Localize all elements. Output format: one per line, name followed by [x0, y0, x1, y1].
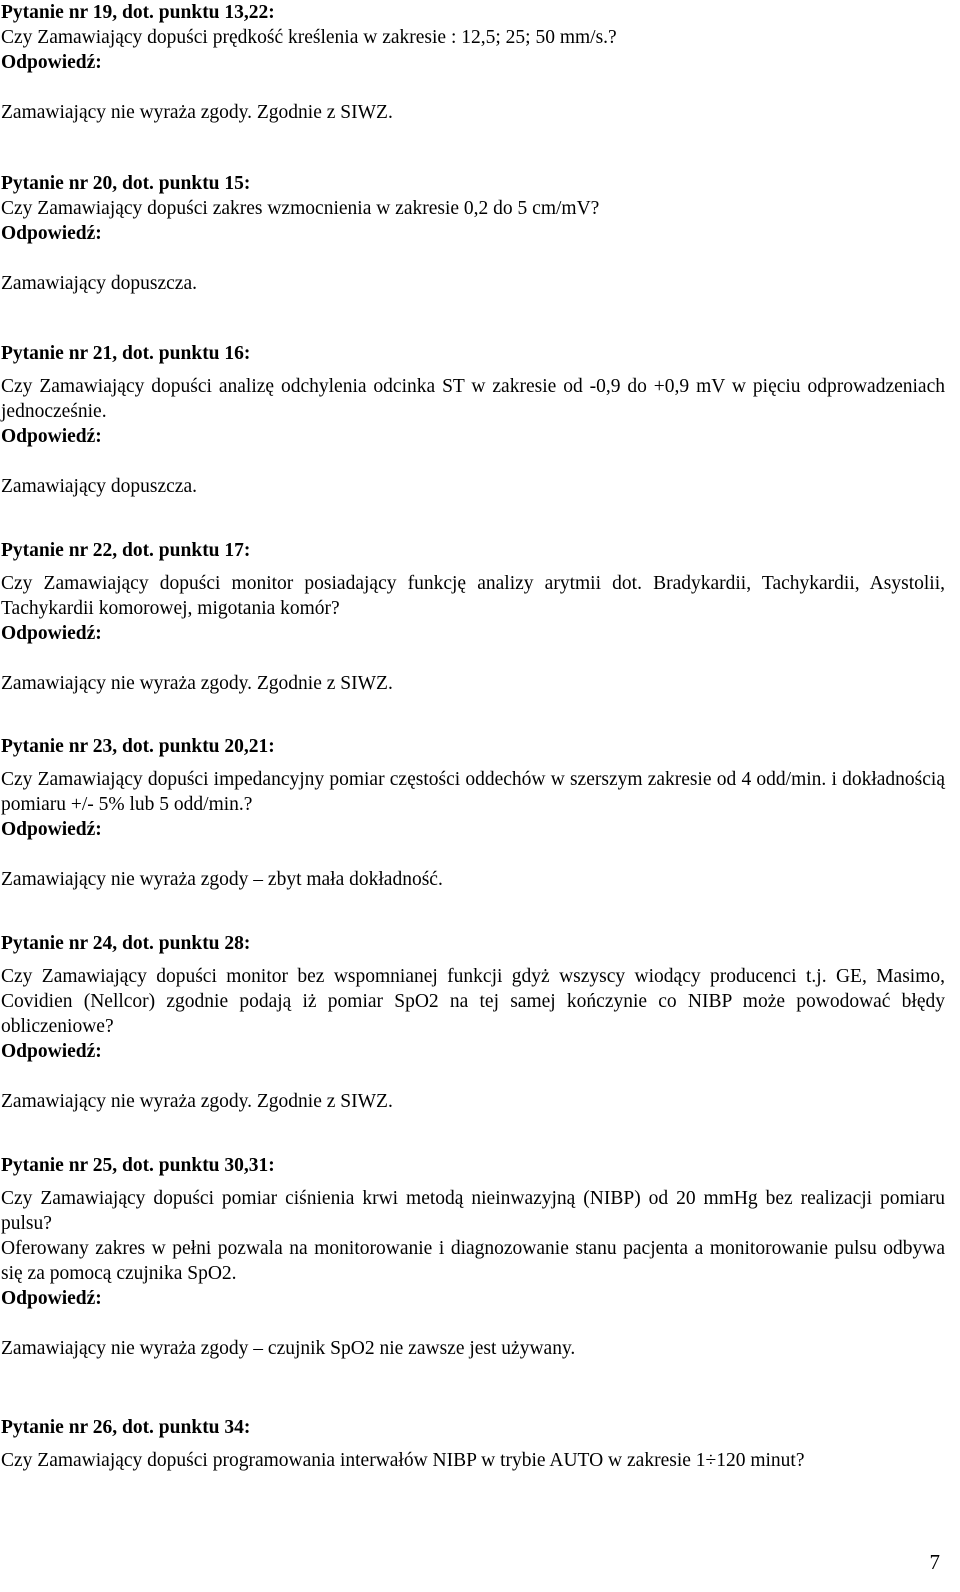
- answer-text: Zamawiający dopuszcza.: [1, 273, 197, 294]
- answer-label: Odpowiedź:: [1, 1288, 102, 1309]
- qa-item-20: [1, 171, 945, 296]
- answer-text: Zamawiający nie wyraża zgody. Zgodnie z SIWZ.: [1, 102, 393, 123]
- question-heading: Pytanie nr 22, dot. punktu 17:: [1, 540, 251, 561]
- answer-label: Odpowiedź:: [1, 426, 102, 447]
- question-heading: Pytanie nr 26, dot. punktu 34:: [1, 1417, 251, 1438]
- question-note: Oferowany zakres w pełni pozwala na monitorowanie i diagnozowanie stanu pacjenta a monitorowanie pulsu odbywa się za pomocą czujnika SpO2.: [1, 1238, 945, 1284]
- question-text: Czy Zamawiający dopuści programowania interwałów NIBP w trybie AUTO w zakresie 1÷120 minut?: [1, 1450, 805, 1471]
- page-number: 7: [929, 1550, 940, 1574]
- answer-label: Odpowiedź:: [1, 623, 102, 644]
- qa-item-21: [1, 341, 945, 499]
- question-heading: Pytanie nr 25, dot. punktu 30,31:: [1, 1155, 275, 1176]
- answer-label: Odpowiedź:: [1, 223, 102, 244]
- question-heading: Pytanie nr 19, dot. punktu 13,22:: [1, 2, 275, 23]
- question-text: Czy Zamawiający dopuści impedancyjny pomiar częstości oddechów w szerszym zakresie od 4 odd/min. i dokładnością pomiaru +/- 5% lub 5 odd/min.?: [1, 769, 945, 815]
- answer-label: Odpowiedź:: [1, 52, 102, 73]
- answer-text: Zamawiający nie wyraża zgody. Zgodnie z SIWZ.: [1, 1091, 393, 1112]
- answer-text: Zamawiający nie wyraża zgody – czujnik SpO2 nie zawsze jest używany.: [1, 1338, 576, 1359]
- question-heading: Pytanie nr 21, dot. punktu 16:: [1, 343, 251, 364]
- question-heading: Pytanie nr 23, dot. punktu 20,21:: [1, 736, 275, 757]
- answer-text: Zamawiający nie wyraża zgody – zbyt mała dokładność.: [1, 869, 443, 890]
- question-text: Czy Zamawiający dopuści pomiar ciśnienia krwi metodą nieinwazyjną (NIBP) od 20 mmHg bez realizacji pomiaru pulsu?: [1, 1188, 945, 1234]
- answer-text: Zamawiający nie wyraża zgody. Zgodnie z SIWZ.: [1, 673, 393, 694]
- question-text: Czy Zamawiający dopuści monitor bez wspomnianej funkcji gdyż wszyscy wiodący producenci t.j. GE, Masimo, Covidien (Nellcor) zgodnie podają iż pomiar SpO2 na tej samej kończynie co NIBP może powodować błędy obliczeniowe?: [1, 966, 945, 1037]
- question-text: Czy Zamawiający dopuści zakres wzmocnienia w zakresie 0,2 do 5 cm/mV?: [1, 198, 600, 219]
- question-text: Czy Zamawiający dopuści monitor posiadający funkcję analizy arytmii dot. Bradykardii, Tachykardii, Asystolii, Tachykardii komorowej, migotania komór?: [1, 573, 945, 619]
- question-text: Czy Zamawiający dopuści prędkość kreślenia w zakresie : 12,5; 25; 50 mm/s.?: [1, 27, 617, 48]
- answer-label: Odpowiedź:: [1, 1041, 102, 1062]
- question-text: Czy Zamawiający dopuści analizę odchylenia odcinka ST w zakresie od -0,9 do +0,9 mV w pięciu odprowadzeniach jednocześnie.: [1, 376, 945, 422]
- question-heading: Pytanie nr 20, dot. punktu 15:: [1, 173, 251, 194]
- qa-item-25: [1, 1153, 945, 1361]
- qa-item-22: [1, 538, 945, 696]
- answer-text: Zamawiający dopuszcza.: [1, 476, 197, 497]
- question-heading: Pytanie nr 24, dot. punktu 28:: [1, 933, 251, 954]
- qa-item-23: [1, 734, 945, 892]
- qa-item-26: [1, 1415, 945, 1473]
- qa-item-24: [1, 931, 945, 1114]
- qa-item-19: [1, 0, 945, 125]
- answer-label: Odpowiedź:: [1, 819, 102, 840]
